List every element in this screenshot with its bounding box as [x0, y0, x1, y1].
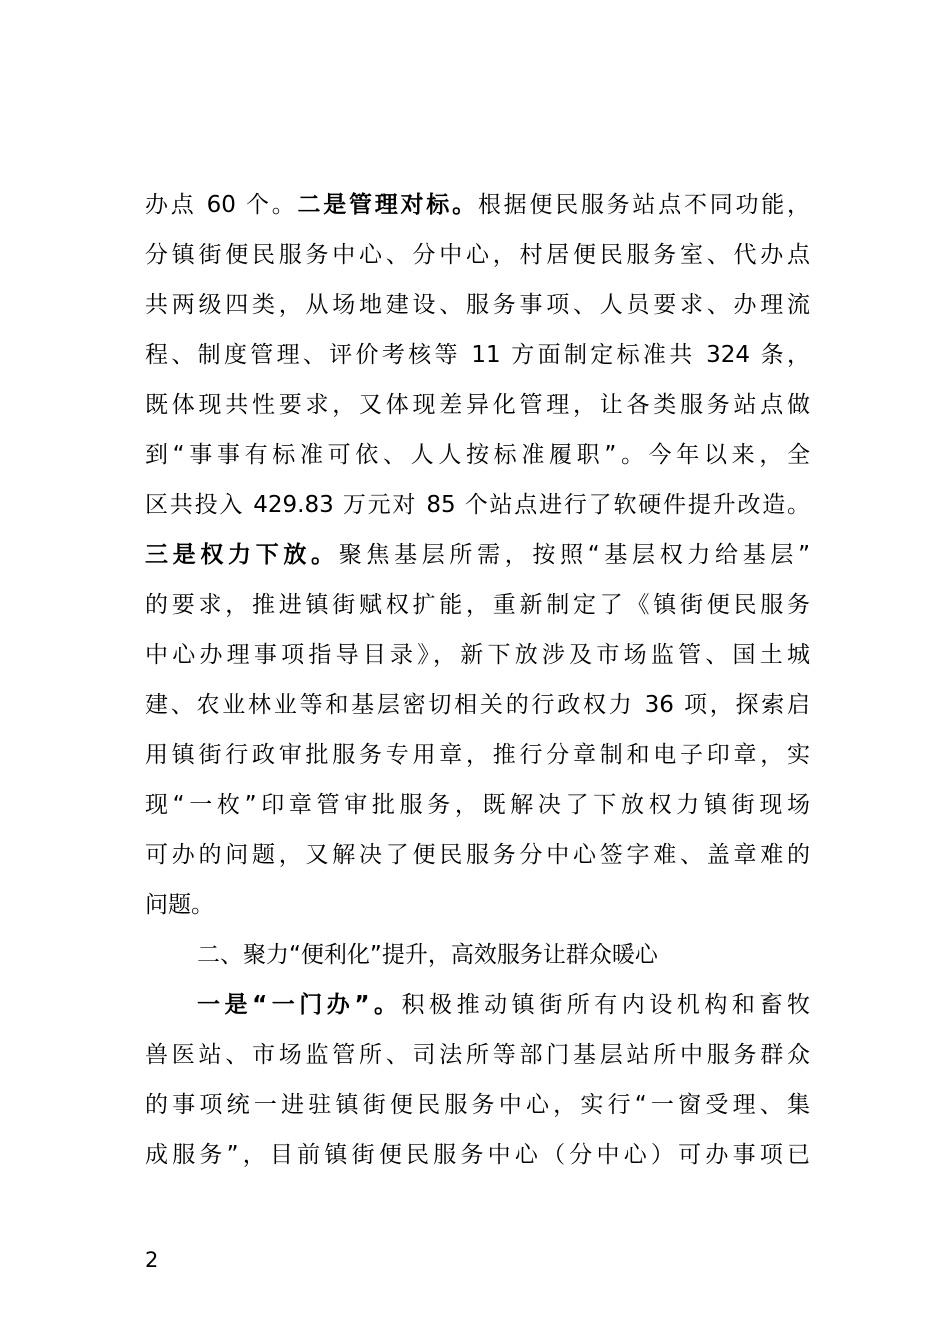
bold-heading-text: 二是管理对标。: [297, 192, 478, 218]
text-line: [145, 1080, 810, 1130]
text-line: [145, 680, 810, 730]
body-text: 问题。: [145, 892, 214, 918]
text-line: [145, 330, 810, 380]
body-text: 办点 60 个。: [145, 192, 298, 218]
text-line: [145, 780, 810, 830]
body-text: 共两级四类，从场地建设、服务事项、人员要求、办理流: [145, 292, 810, 318]
text-line: [145, 230, 810, 280]
body-text: 程、制度管理、评价考核等 11 方面制定标准共 324 条，: [145, 342, 810, 368]
text-line: [145, 280, 810, 330]
body-text: 既体现共性要求，又体现差异化管理，让各类服务站点做: [145, 392, 810, 418]
text-line: [145, 830, 810, 880]
body-text: 成服务”，目前镇街便民服务中心（分中心）可办事项已: [145, 1142, 810, 1168]
body-text: 聚焦基层所需，按照“基层权力给基层”: [338, 542, 810, 568]
bold-heading-text: 三是权力下放。: [145, 542, 339, 568]
body-text: 现“一枚”印章管审批服务，既解决了下放权力镇街现场: [145, 792, 810, 818]
text-line: [145, 930, 810, 980]
body-text: 中心办理事项指导目录》，新下放涉及市场监管、国土城: [145, 642, 810, 668]
page-number: 2: [145, 1248, 159, 1272]
text-line: [145, 180, 810, 230]
text-line: [145, 480, 810, 530]
text-line: [145, 730, 810, 780]
body-text: 用镇街行政审批服务专用章，推行分章制和电子印章，实: [145, 742, 810, 768]
body-text: 区共投入 429.83 万元对 85 个站点进行了软硬件提升改造。: [145, 492, 810, 518]
body-text: 兽医站、市场监管所、司法所等部门基层站所中服务群众: [145, 1042, 810, 1068]
bold-heading-text: 一是“一门办”。: [197, 992, 402, 1018]
body-text: 根据便民服务站点不同功能，: [477, 192, 811, 218]
text-line: [145, 530, 810, 580]
body-text: 分镇街便民服务中心、分中心，村居便民服务室、代办点: [145, 242, 810, 268]
text-line: [145, 430, 810, 480]
body-text: 的要求，推进镇街赋权扩能，重新制定了《镇街便民服务: [145, 592, 810, 618]
body-text: 二、聚力“便利化”提升，高效服务让群众暖心: [197, 942, 658, 968]
text-line: [145, 380, 810, 430]
text-line: [145, 1130, 810, 1180]
body-text: 的事项统一进驻镇街便民服务中心，实行“一窗受理、集: [145, 1092, 810, 1118]
body-text: 积极推动镇街所有内设机构和畜牧: [401, 992, 811, 1018]
text-line: [145, 630, 810, 680]
text-line: [145, 1030, 810, 1080]
document-body: [145, 180, 810, 1180]
text-line: [145, 580, 810, 630]
text-line: [145, 980, 810, 1030]
body-text: 建、农业林业等和基层密切相关的行政权力 36 项，探索启: [145, 692, 810, 718]
text-line: [145, 880, 810, 930]
body-text: 可办的问题，又解决了便民服务分中心签字难、盖章难的: [145, 842, 810, 868]
body-text: 到“事事有标准可依、人人按标准履职”。今年以来，全: [145, 442, 810, 468]
